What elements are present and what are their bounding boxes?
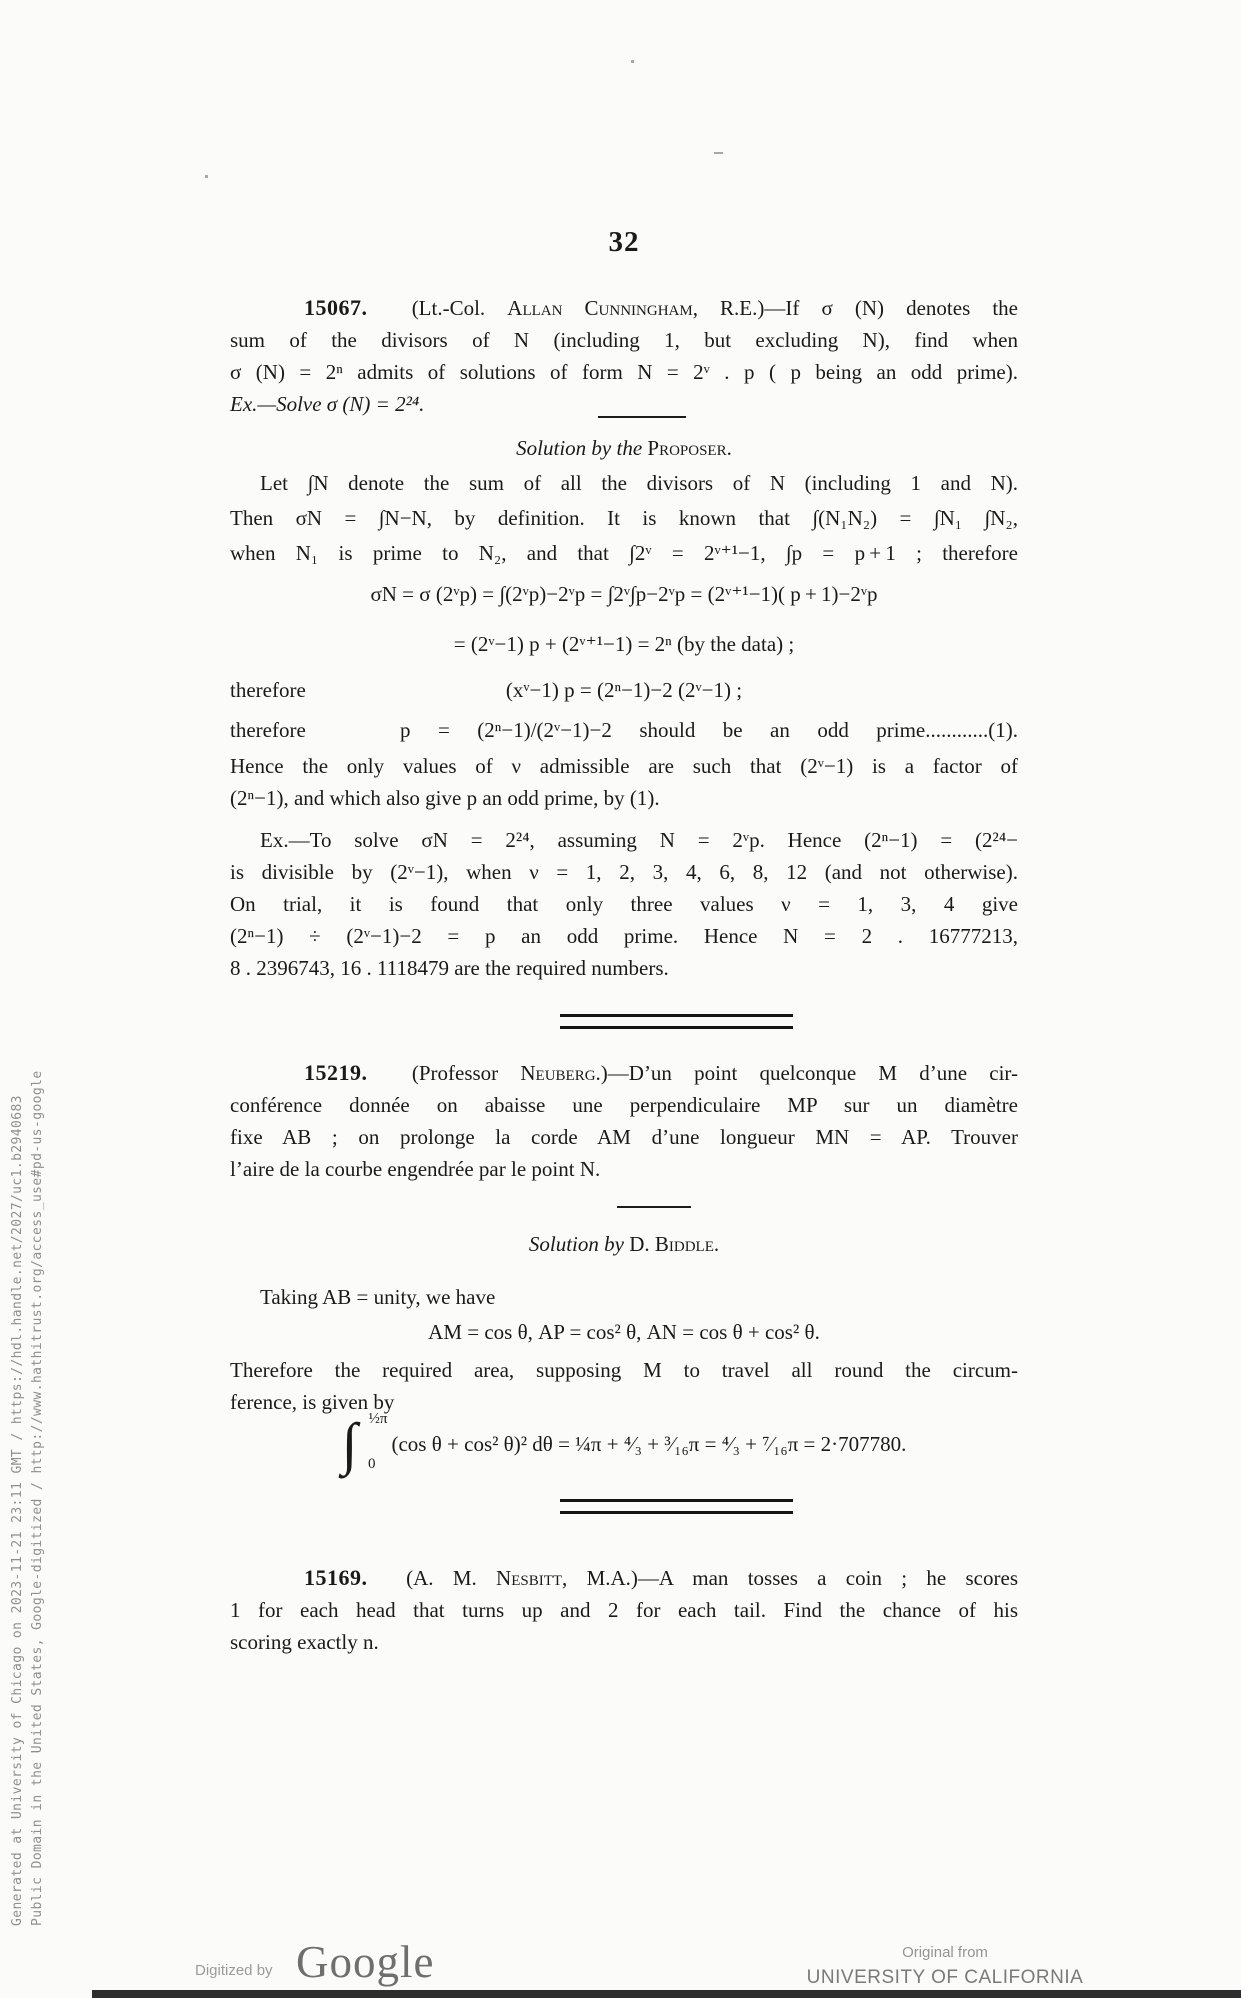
page-number: 32 [608,226,640,258]
equation-am-ap-an: AM = cos θ, AP = cos² θ, AN = cos θ + cos² θ. [428,1320,820,1344]
original-from-label: Original from [902,1944,988,1961]
heading-text-pre: (Professor [411,1061,521,1085]
area-line: ference, is given by [230,1390,395,1414]
author-name: Neuberg [520,1061,596,1085]
solution-heading-15219 [230,1232,1018,1257]
heading-text-post: .)—D’un point quelconque M d’une cir- [595,1061,1018,1085]
integral-equation [230,1408,1018,1480]
hence-line: (2ⁿ−1), and which also give p an odd prime, by (1). [230,786,660,810]
section-rule [617,1206,691,1208]
sidebar-rights-text: Public Domain in the United States, Google-digitized / http://www.hathitrust.org/access_use#pd-us-google [30,1070,45,1926]
institution-name: UNIVERSITY OF CALIFORNIA [806,1967,1084,1988]
example-line: 8 . 2396743, 16 . 1118479 are the required numbers. [230,956,669,980]
example-line: (2ⁿ−1) ÷ (2ᵛ−1)−2 = p an odd prime. Hence N = 2 . 16777213, [230,924,1018,948]
solution-paragraph [230,466,1018,571]
example-line: On trial, it is found that only three values ν = 1, 3, 4 give [230,892,1018,916]
problem-15169-heading [230,1562,1018,1594]
google-logo: Google [296,1937,435,1987]
equation: (xᵛ−1) p = (2ⁿ−1)−2 (2ᵛ−1) ; [505,678,743,702]
taking-line: Taking AB = unity, we have [260,1285,496,1309]
solution-heading-15067 [230,436,1018,461]
problem-15219-number: 15219. [304,1060,368,1085]
solution-by-label: Solution by the [516,436,648,460]
solver-name: D. Biddle. [629,1232,720,1256]
therefore-line-1 [230,674,1018,706]
equation-odd-prime: p = (2ⁿ−1)/(2ᵛ−1)−2 should be an odd prime............(1). [400,718,1018,742]
integral-symbol: ∫ [341,1411,358,1476]
solution-by-label: Solution by [528,1232,630,1256]
statement-line: fixe AB ; on prolonge la corde AM d’une longueur MN = AP. Trouver [230,1125,1018,1149]
integral-upper-limit: ½π [368,1411,388,1427]
problem-divider-rule [560,1499,793,1514]
solution-line: when N₁ is prime to N₂, and that ∫2ᵛ = 2ᵛ⁺¹−1, ∫p = p + 1 ; therefore [230,541,1018,565]
scan-speck [631,60,634,63]
statement-line: conférence donnée on abaisse une perpendiculaire MP sur un diamètre [230,1093,1018,1117]
problem-15169-number: 15169. [304,1565,368,1590]
hence-paragraph [230,750,1018,814]
integral-lower-limit: 0 [367,1456,376,1472]
problem-15067-heading [230,292,1018,324]
statement-line: 1 for each head that turns up and 2 for each tail. Find the chance of his [230,1598,1018,1622]
author-name: Nesbitt [496,1566,563,1590]
statement-line: Ex.—Solve σ (N) = 2²⁴. [230,392,425,416]
example-line: is divisible by (2ᵛ−1), when ν = 1, 2, 3, 4, 6, 8, 12 (and not otherwise). [230,860,1018,884]
sidebar-provenance-text: Generated at University of Chicago on 2023-11-21 23:11 GMT / https://hdl.handle.net/2027/uc1.b2940683 [10,1095,25,1926]
heading-text-pre: (A. M. [406,1566,497,1590]
scan-speck [714,152,723,154]
heading-text-post: , M.A.)—A man tosses a coin ; he scores [562,1566,1018,1590]
therefore-label: therefore [230,678,306,702]
problem-15067-statement [230,292,1018,420]
statement-line: scoring exactly n. [230,1630,379,1654]
equation-sigma-expansion: σN = σ (2ᵛp) = ∫(2ᵛp)−2ᵛp = ∫2ᵛ∫p−2ᵛp = (2ᵛ⁺¹−1)( p + 1)−2ᵛp [370,582,878,606]
heading-text-post: , R.E.)—If σ (N) denotes the [692,296,1019,320]
digitized-by-label: Digitized by [195,1962,273,1979]
problem-15219-heading [230,1057,1018,1089]
integral-body: (cos θ + cos² θ)² dθ = ¼π + ⁴⁄₃ + ³⁄₁₆π = ⁴⁄₃ + ⁷⁄₁₆π = 2·707780. [391,1431,907,1456]
problem-15219-statement [230,1057,1018,1185]
scan-speck [205,175,208,178]
solution-line: Let ∫N denote the sum of all the divisors of N (including 1 and N). [260,471,1018,495]
problem-15169-statement [230,1562,1018,1658]
author-name: Allan Cunningham [507,296,693,320]
therefore-label: therefore [230,718,306,742]
heading-text-pre: (Lt.-Col. [411,296,508,320]
statement-line: l’aire de la courbe engendrée par le point N. [230,1157,601,1181]
equation-by-the-data: = (2ᵛ−1) p + (2ᵛ⁺¹−1) = 2ⁿ (by the data) ; [453,632,795,656]
statement-line: sum of the divisors of N (including 1, but excluding N), find when [230,328,1018,352]
therefore-line-2 [230,714,1018,746]
original-from-block [800,1944,1090,1989]
area-line: Therefore the required area, supposing M to travel all round the circum- [230,1358,1018,1382]
hence-line: Hence the only values of ν admissible are such that (2ᵛ−1) is a factor of [230,754,1018,778]
solver-name: Proposer. [647,436,732,460]
integral-sign [342,1413,388,1475]
problem-divider-rule [560,1014,793,1029]
scan-edge-band [92,1990,1241,1998]
statement-line: σ (N) = 2ⁿ admits of solutions of form N = 2ᵛ . p ( p being an odd prime). [230,360,1018,384]
solution-line: Then σN = ∫N−N, by definition. It is known that ∫(N₁N₂) = ∫N₁ ∫N₂, [230,506,1018,530]
example-line: Ex.—To solve σN = 2²⁴, assuming N = 2ᵛp. Hence (2ⁿ−1) = (2²⁴− [260,828,1018,852]
problem-15067-number: 15067. [304,295,368,320]
section-rule [598,416,686,418]
example-paragraph [230,824,1018,984]
